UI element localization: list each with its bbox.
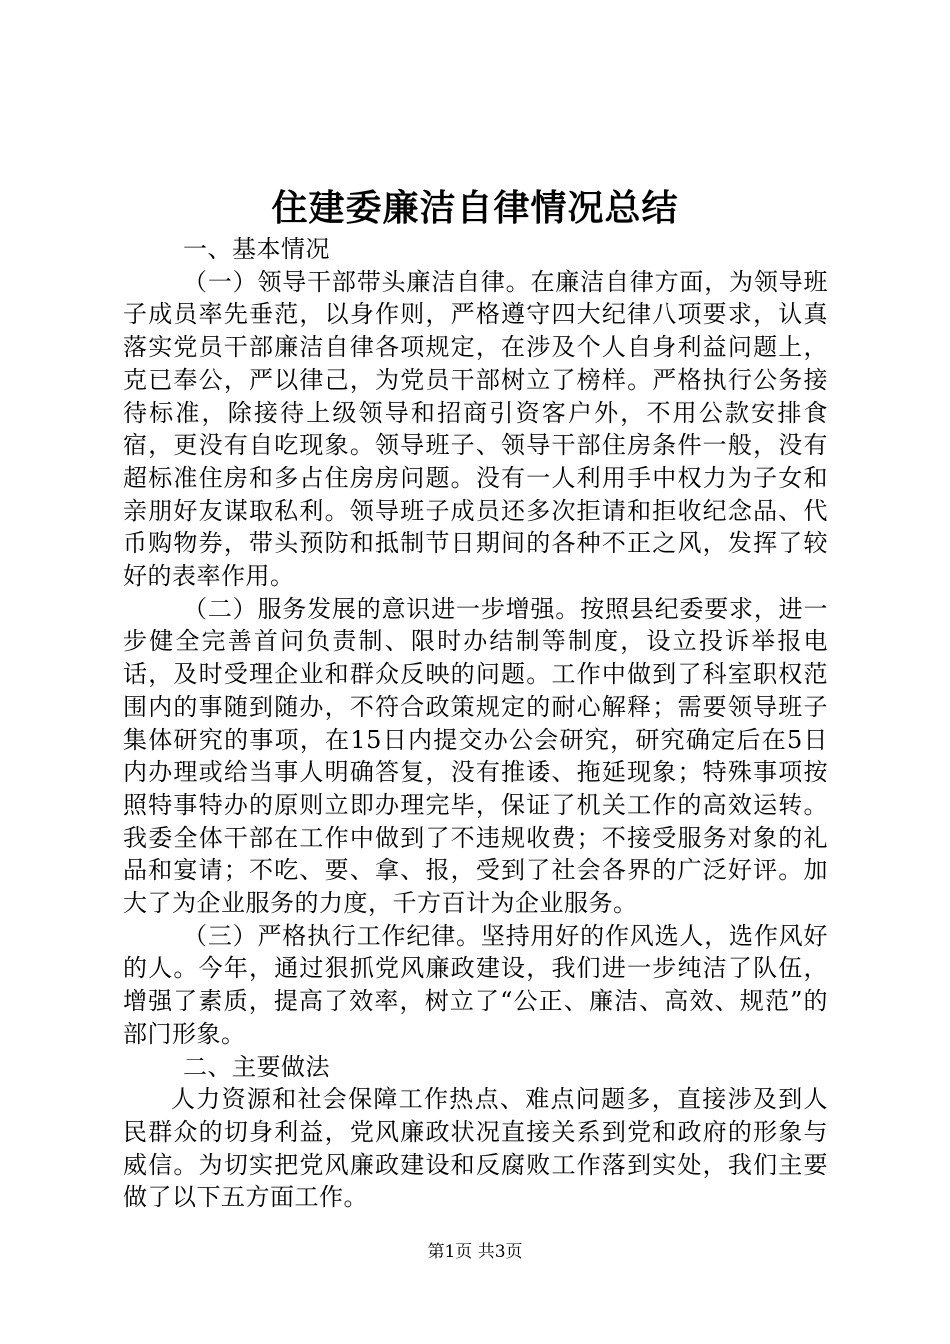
page-number-footer: 第1页 共3页	[427, 1242, 523, 1262]
section-heading-basic-situation: 一、基本情况	[183, 235, 330, 263]
document-title: 住建委廉洁自律情况总结	[271, 187, 679, 229]
document-body	[123, 233, 828, 1214]
section-heading-main-practices: 二、主要做法	[183, 1052, 330, 1081]
paragraph-main-practices-intro: 人力资源和社会保障工作热点、难点问题多，直接涉及到人民群众的切身利益，党风廉政状况直接关系到党和政府的形象与威信。为切实把党风廉政建设和反腐败工作落到实处，我们主要做了以下五方面工作。	[123, 1085, 828, 1212]
paragraph-service-awareness: （二）服务发展的意识进一步增强。按照县纪委要求，进一步健全完善首问负责制、限时办结制等制度，设立投诉举报电话，及时受理企业和群众反映的问题。工作中做到了科室职权范围内的事随到随办，不符合政策规定的耐心解释；需要领导班子集体研究的事项，在15日内提交办公会研究，研究确定后在5日内办理或给当事人明确答复，没有推诿、拖延现象；特殊事项按照特事特办的原则立即办理完毕，保证了机关工作的高效运转。我委全体干部在工作中做到了不违规收费；不接受服务对象的礼品和宴请；不吃、要、拿、报，受到了社会各界的广泛好评。加大了为企业服务的力度，千方百计为企业服务。	[123, 594, 828, 918]
paragraph-leadership-self-discipline: （一）领导干部带头廉洁自律。在廉洁自律方面，为领导班子成员率先垂范，以身作则，严格遵守四大纪律八项要求，认真落实党员干部廉洁自律各项规定，在涉及个人自身利益问题上，克已奉公，严以律己，为党员干部树立了榜样。严格执行公务接待标准，除接待上级领导和招商引资客户外，不用公款安排食宿，更没有自吃现象。领导班子、领导干部住房条件一般，没有超标准住房和多占住房房问题。没有一人利用手中权力为子女和亲朋好友谋取私利。领导班子成员还多次拒请和拒收纪念品、代币购物券，带头预防和抵制节日期间的各种不正之风，发挥了较好的表率作用。	[123, 267, 828, 591]
paragraph-work-discipline: （三）严格执行工作纪律。坚持用好的作风选人，选作风好的人。今年，通过狠抓党风廉政建设，我们进一步纯洁了队伍，增强了素质，提高了效率，树立了“公正、廉洁、高效、规范”的部门形象。	[123, 921, 828, 1048]
